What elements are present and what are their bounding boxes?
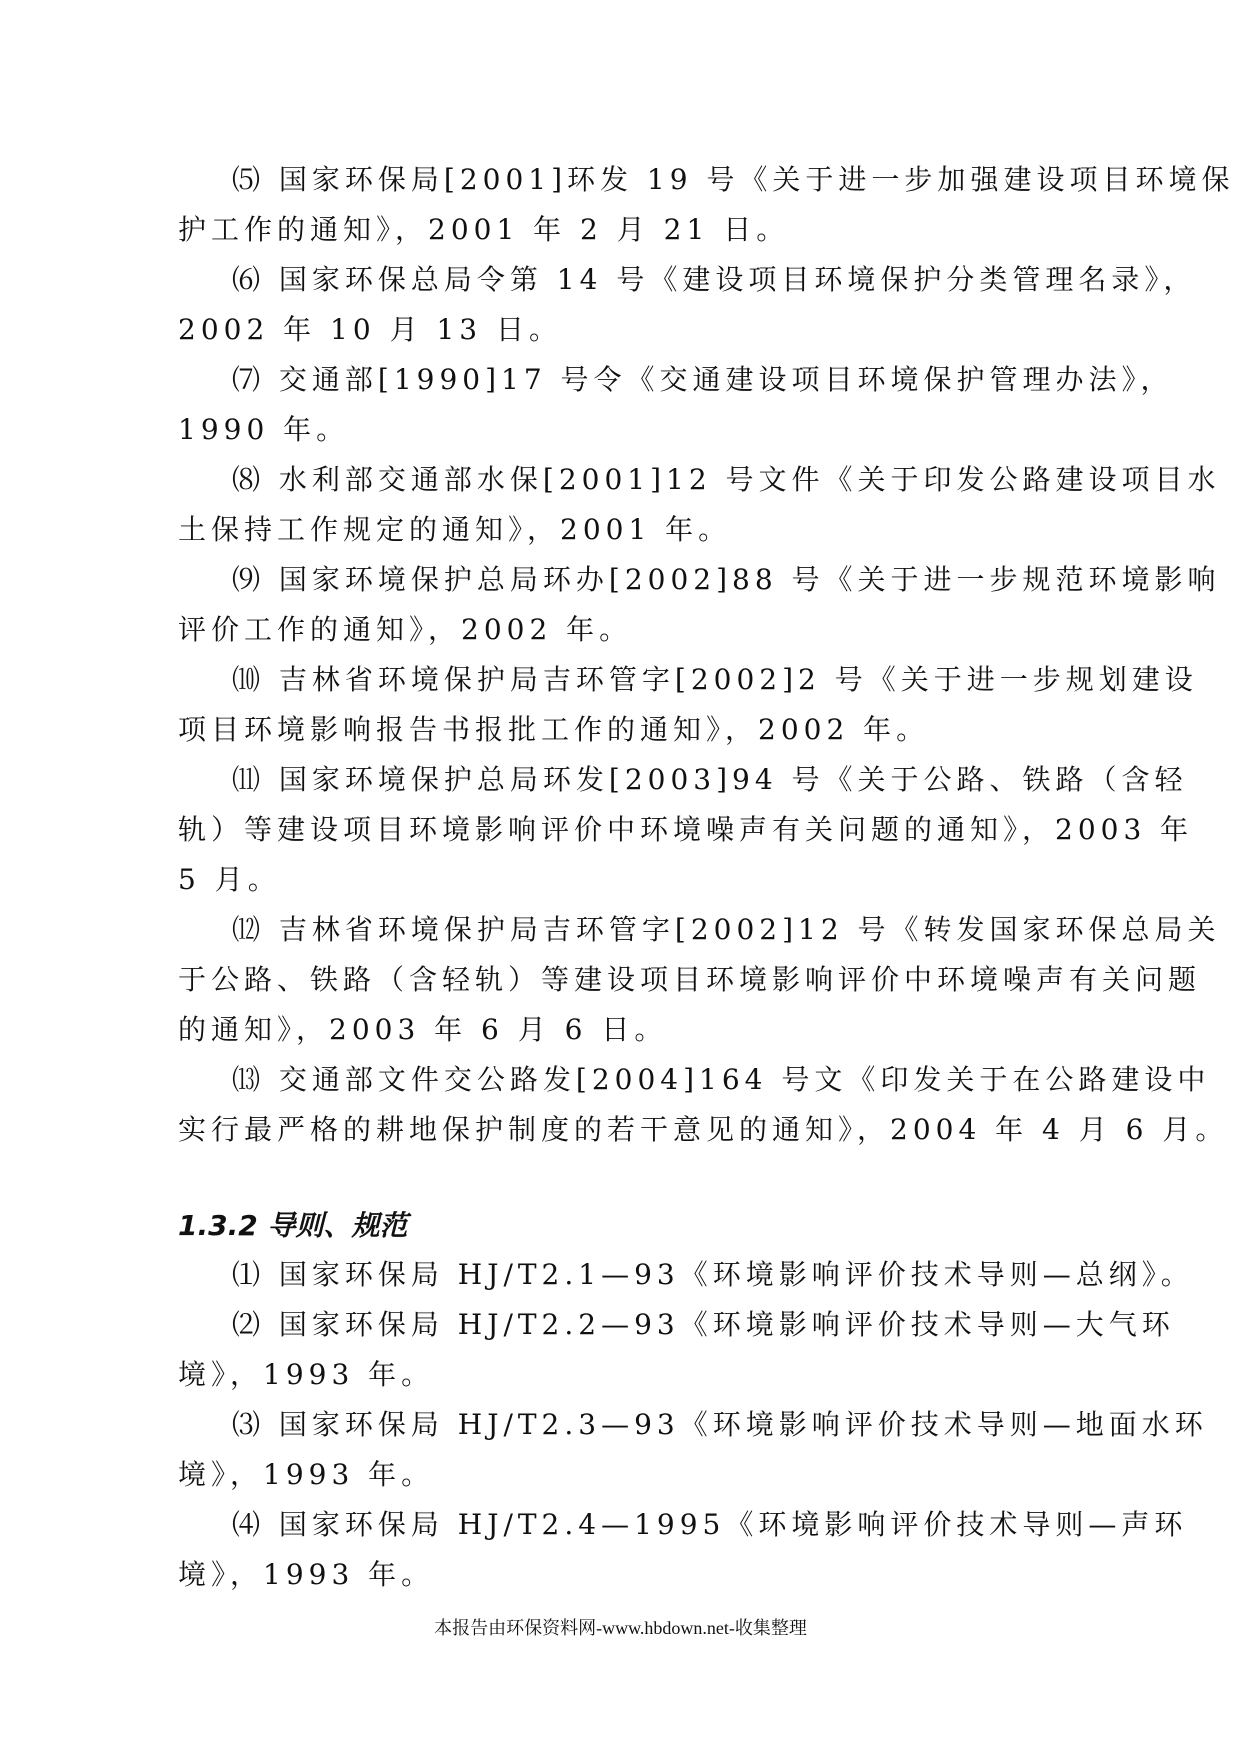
list-item bbox=[178, 555, 1221, 655]
item-line: ⑵ 国家环保局 HJ/T2.2—93《环境影响评价技术导则—大气环 bbox=[232, 1308, 1175, 1341]
list-item bbox=[178, 1055, 1229, 1155]
list-item bbox=[178, 155, 1235, 255]
item-line: ⒀ 交通部文件交公路发[2004]164 号文《印发关于在公路建设中 bbox=[232, 1063, 1211, 1096]
item-line: 护工作的通知》，2001 年 2 月 21 日。 bbox=[178, 213, 790, 246]
item-line: 境》，1993 年。 bbox=[178, 1358, 435, 1391]
item-line: ⑻ 水利部交通部水保[2001]12 号文件《关于印发公路建设项目水 bbox=[232, 463, 1221, 496]
item-line: 实行最严格的耕地保护制度的若干意见的通知》，2004 年 4 月 6 月。 bbox=[178, 1113, 1229, 1146]
item-line: 评价工作的通知》，2002 年。 bbox=[178, 613, 633, 646]
list-item bbox=[178, 655, 1198, 755]
list-item bbox=[178, 1250, 1194, 1300]
item-line: 境》，1993 年。 bbox=[178, 1458, 435, 1491]
section-heading: 1.3.2 导则、规范 bbox=[178, 1209, 408, 1242]
item-line: ⑽ 吉林省环境保护局吉环管字[2002]2 号《关于进一步规划建设 bbox=[232, 663, 1198, 696]
item-line: ⑿ 吉林省环境保护局吉环管字[2002]12 号《转发国家环保总局关 bbox=[232, 913, 1221, 946]
item-line: 项目环境影响报告书报批工作的通知》，2002 年。 bbox=[178, 713, 930, 746]
item-line: 境》，1993 年。 bbox=[178, 1558, 435, 1591]
item-line: 土保持工作规定的通知》，2001 年。 bbox=[178, 513, 732, 546]
guidelines-list bbox=[178, 1250, 1208, 1600]
page-footer: 本报告由环保资料网-www.hbdown.net-收集整理 bbox=[434, 1618, 807, 1638]
list-item bbox=[178, 1500, 1188, 1600]
list-item bbox=[178, 1400, 1208, 1500]
list-item bbox=[178, 355, 1174, 455]
regulations-list bbox=[178, 155, 1235, 1155]
list-item bbox=[178, 255, 1197, 355]
item-line: 轨）等建设项目环境影响评价中环境噪声有关问题的通知》，2003 年 bbox=[178, 813, 1194, 846]
list-item bbox=[178, 1300, 1175, 1400]
item-line: ⑸ 国家环保局[2001]环发 19 号《关于进一步加强建设项目环境保 bbox=[232, 163, 1235, 196]
item-line: 5 月。 bbox=[178, 863, 281, 896]
item-line: ⑴ 国家环保局 HJ/T2.1—93《环境影响评价技术导则—总纲》。 bbox=[232, 1258, 1194, 1291]
list-item bbox=[178, 755, 1194, 905]
item-line: ⑶ 国家环保局 HJ/T2.3—93《环境影响评价技术导则—地面水环 bbox=[232, 1408, 1208, 1441]
item-line: 2002 年 10 月 13 日。 bbox=[178, 313, 563, 346]
item-line: ⑾ 国家环境保护总局环发[2003]94 号《关于公路、铁路（含轻 bbox=[232, 763, 1188, 796]
list-item bbox=[178, 905, 1221, 1055]
item-line: ⑹ 国家环保总局令第 14 号《建设项目环境保护分类管理名录》， bbox=[232, 263, 1197, 296]
item-line: 于公路、铁路（含轻轨）等建设项目环境影响评价中环境噪声有关问题 bbox=[178, 963, 1202, 996]
item-line: 1990 年。 bbox=[178, 413, 350, 446]
item-line: ⑼ 国家环境保护总局环办[2002]88 号《关于进一步规范环境影响 bbox=[232, 563, 1221, 596]
item-line: ⑷ 国家环保局 HJ/T2.4—1995《环境影响评价技术导则—声环 bbox=[232, 1508, 1188, 1541]
item-line: 的通知》，2003 年 6 月 6 日。 bbox=[178, 1013, 668, 1046]
item-line: ⑺ 交通部[1990]17 号令《交通建设项目环境保护管理办法》， bbox=[232, 363, 1174, 396]
list-item bbox=[178, 455, 1221, 555]
